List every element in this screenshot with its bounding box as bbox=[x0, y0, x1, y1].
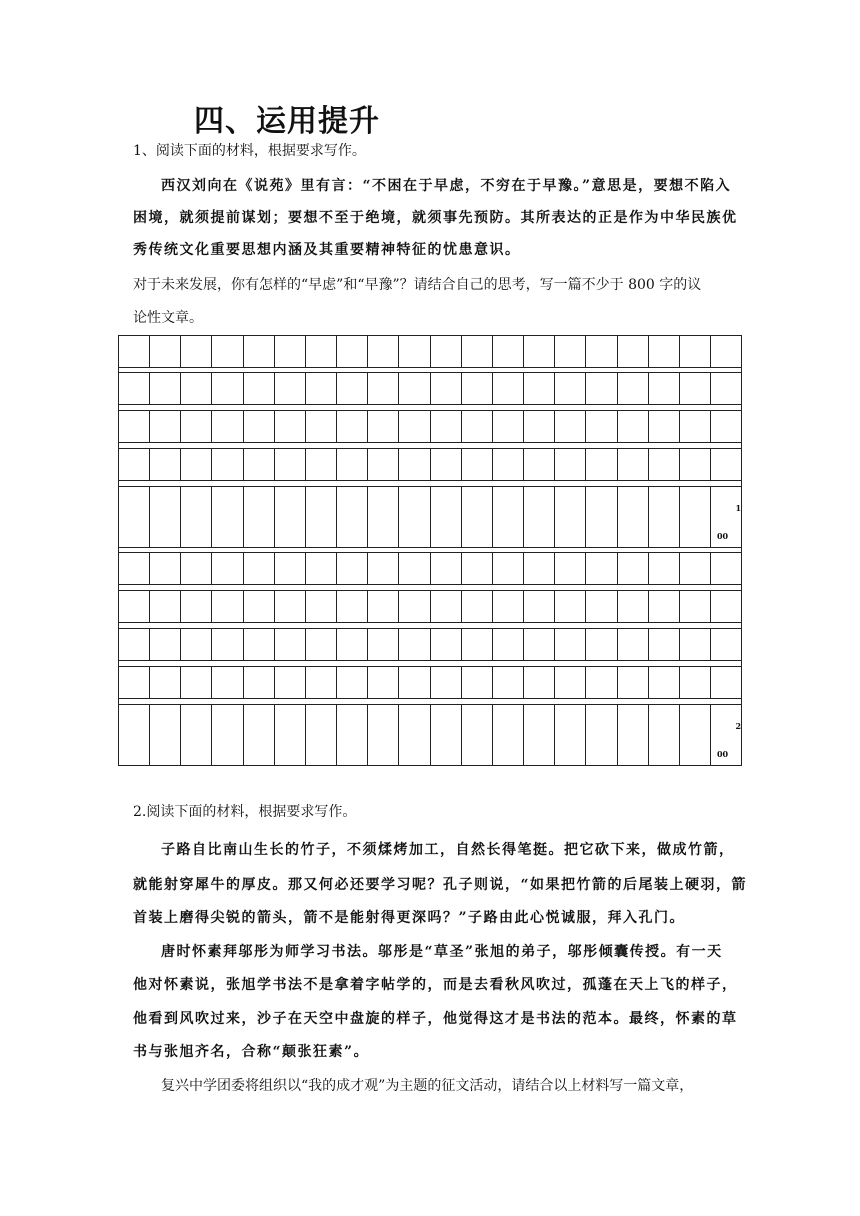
grid-cell[interactable] bbox=[368, 553, 399, 584]
grid-cell[interactable] bbox=[337, 667, 368, 698]
grid-cell[interactable] bbox=[618, 336, 649, 367]
grid-cell[interactable] bbox=[462, 667, 493, 698]
grid-cell[interactable] bbox=[337, 553, 368, 584]
word-count-marker-top: 1 bbox=[735, 503, 742, 513]
grid-cell[interactable] bbox=[275, 667, 306, 698]
grid-cell[interactable] bbox=[181, 705, 212, 765]
grid-cell[interactable] bbox=[680, 553, 711, 584]
grid-cell[interactable] bbox=[368, 667, 399, 698]
grid-cell[interactable] bbox=[586, 705, 617, 765]
grid-cell[interactable] bbox=[212, 553, 243, 584]
grid-cell[interactable] bbox=[493, 487, 524, 547]
grid-cell[interactable] bbox=[493, 667, 524, 698]
grid-cell[interactable] bbox=[181, 667, 212, 698]
q2-instruction: 2.阅读下面的材料，根据要求写作。 bbox=[133, 804, 357, 820]
grid-cell[interactable] bbox=[337, 411, 368, 442]
grid-cell[interactable] bbox=[555, 705, 586, 765]
grid-cell[interactable] bbox=[368, 705, 399, 765]
grid-cell[interactable] bbox=[586, 487, 617, 547]
grid-cell[interactable] bbox=[493, 373, 524, 404]
grid-cell[interactable] bbox=[337, 591, 368, 622]
grid-cell[interactable] bbox=[618, 629, 649, 660]
grid-cell[interactable] bbox=[680, 629, 711, 660]
grid-cell[interactable] bbox=[618, 591, 649, 622]
grid-cell[interactable] bbox=[431, 411, 462, 442]
grid-cell[interactable] bbox=[680, 336, 711, 367]
grid-cell[interactable] bbox=[306, 373, 337, 404]
grid-cell[interactable] bbox=[462, 591, 493, 622]
grid-cell[interactable] bbox=[150, 629, 181, 660]
grid-cell[interactable] bbox=[493, 591, 524, 622]
grid-cell[interactable] bbox=[680, 411, 711, 442]
grid-cell[interactable] bbox=[618, 667, 649, 698]
grid-cell[interactable] bbox=[399, 705, 430, 765]
writing-grid bbox=[118, 335, 742, 765]
grid-cell[interactable] bbox=[275, 336, 306, 367]
grid-cell[interactable] bbox=[555, 591, 586, 622]
grid-cell[interactable] bbox=[649, 449, 680, 480]
grid-cell[interactable] bbox=[524, 667, 555, 698]
grid-cell[interactable] bbox=[119, 591, 150, 622]
grid-cell[interactable] bbox=[399, 449, 430, 480]
grid-cell[interactable] bbox=[431, 487, 462, 547]
q2-material-line: 他对怀素说，张旭学书法不是拿着字帖学的，而是去看秋风吹过，孤蓬在天上飞的样子， bbox=[133, 977, 738, 993]
grid-cell[interactable] bbox=[306, 667, 337, 698]
grid-cell[interactable] bbox=[150, 705, 181, 765]
q2-task-line: 复兴中学团委将组织以“我的成才观”为主题的征文活动，请结合以上材料写一篇文章， bbox=[161, 1078, 694, 1094]
grid-cell[interactable] bbox=[150, 373, 181, 404]
grid-cell[interactable] bbox=[618, 705, 649, 765]
grid-cell[interactable] bbox=[524, 591, 555, 622]
grid-cell[interactable] bbox=[306, 629, 337, 660]
grid-cell[interactable] bbox=[306, 553, 337, 584]
grid-cell[interactable] bbox=[181, 591, 212, 622]
grid-cell[interactable] bbox=[555, 411, 586, 442]
grid-cell[interactable] bbox=[618, 487, 649, 547]
grid-cell[interactable] bbox=[244, 336, 275, 367]
grid-cell[interactable] bbox=[181, 373, 212, 404]
grid-cell[interactable] bbox=[337, 449, 368, 480]
grid-cell[interactable] bbox=[524, 411, 555, 442]
grid-cell[interactable] bbox=[212, 591, 243, 622]
grid-cell[interactable] bbox=[649, 705, 680, 765]
grid-cell[interactable] bbox=[368, 336, 399, 367]
q2-material-line: 唐时怀素拜邬彤为师学习书法。邬彤是“草圣”张旭的弟子，邬彤倾囊传授。有一天 bbox=[161, 944, 723, 960]
word-count-marker-bottom: 00 bbox=[716, 749, 729, 759]
grid-cell[interactable] bbox=[493, 449, 524, 480]
grid-cell[interactable] bbox=[275, 487, 306, 547]
grid-cell[interactable] bbox=[586, 373, 617, 404]
grid-cell[interactable] bbox=[680, 705, 711, 765]
grid-cell[interactable] bbox=[524, 487, 555, 547]
grid-cell[interactable] bbox=[618, 449, 649, 480]
grid-cell[interactable] bbox=[586, 667, 617, 698]
grid-cell[interactable] bbox=[680, 591, 711, 622]
grid-row[interactable] bbox=[118, 486, 742, 548]
grid-cell[interactable] bbox=[368, 373, 399, 404]
grid-cell[interactable] bbox=[524, 373, 555, 404]
grid-cell[interactable] bbox=[462, 449, 493, 480]
grid-row[interactable] bbox=[118, 704, 742, 766]
grid-cell[interactable] bbox=[493, 705, 524, 765]
grid-cell[interactable] bbox=[555, 373, 586, 404]
grid-cell[interactable] bbox=[399, 591, 430, 622]
grid-cell[interactable] bbox=[711, 591, 741, 622]
grid-cell[interactable] bbox=[462, 336, 493, 367]
grid-cell[interactable] bbox=[119, 487, 150, 547]
grid-cell[interactable] bbox=[711, 411, 741, 442]
grid-cell[interactable] bbox=[649, 629, 680, 660]
q1-material-line: 秀传统文化重要思想内涵及其重要精神特征的忧患意识。 bbox=[133, 242, 521, 258]
grid-cell[interactable] bbox=[711, 487, 741, 547]
grid-cell[interactable] bbox=[524, 629, 555, 660]
grid-cell[interactable] bbox=[586, 629, 617, 660]
grid-cell[interactable] bbox=[618, 411, 649, 442]
grid-cell[interactable] bbox=[368, 629, 399, 660]
grid-row[interactable] bbox=[118, 410, 742, 443]
grid-cell[interactable] bbox=[462, 487, 493, 547]
grid-cell[interactable] bbox=[181, 487, 212, 547]
grid-cell[interactable] bbox=[649, 411, 680, 442]
grid-cell[interactable] bbox=[524, 553, 555, 584]
grid-cell[interactable] bbox=[368, 591, 399, 622]
grid-cell[interactable] bbox=[711, 705, 741, 765]
grid-cell[interactable] bbox=[431, 553, 462, 584]
grid-cell[interactable] bbox=[150, 667, 181, 698]
grid-cell[interactable] bbox=[586, 411, 617, 442]
grid-cell[interactable] bbox=[431, 336, 462, 367]
grid-cell[interactable] bbox=[711, 449, 741, 480]
grid-cell[interactable] bbox=[493, 411, 524, 442]
grid-cell[interactable] bbox=[711, 373, 741, 404]
grid-cell[interactable] bbox=[649, 667, 680, 698]
grid-cell[interactable] bbox=[711, 336, 741, 367]
grid-cell[interactable] bbox=[119, 629, 150, 660]
grid-cell[interactable] bbox=[306, 449, 337, 480]
grid-cell[interactable] bbox=[586, 449, 617, 480]
grid-cell[interactable] bbox=[649, 336, 680, 367]
grid-cell[interactable] bbox=[680, 487, 711, 547]
grid-cell[interactable] bbox=[586, 591, 617, 622]
grid-cell[interactable] bbox=[555, 449, 586, 480]
grid-cell[interactable] bbox=[275, 553, 306, 584]
grid-cell[interactable] bbox=[275, 373, 306, 404]
grid-cell[interactable] bbox=[244, 629, 275, 660]
grid-cell[interactable] bbox=[711, 629, 741, 660]
grid-cell[interactable] bbox=[337, 336, 368, 367]
grid-cell[interactable] bbox=[306, 705, 337, 765]
grid-cell[interactable] bbox=[399, 336, 430, 367]
q1-task-line: 对于未来发展，你有怎样的“早虑”和“早豫”？请结合自己的思考，写一篇不少于 800 字的议 bbox=[133, 277, 702, 293]
q2-material-line: 首装上磨得尖锐的箭头，箭不是能射得更深吗？”子路由此心悦诚服，拜入孔门。 bbox=[133, 910, 686, 926]
grid-cell[interactable] bbox=[244, 591, 275, 622]
grid-cell[interactable] bbox=[181, 449, 212, 480]
grid-row[interactable] bbox=[118, 666, 742, 699]
grid-cell[interactable] bbox=[680, 667, 711, 698]
grid-cell[interactable] bbox=[711, 553, 741, 584]
grid-cell[interactable] bbox=[181, 629, 212, 660]
grid-row[interactable] bbox=[118, 372, 742, 405]
grid-cell[interactable] bbox=[649, 373, 680, 404]
grid-cell[interactable] bbox=[212, 487, 243, 547]
grid-row[interactable] bbox=[118, 335, 742, 368]
grid-cell[interactable] bbox=[399, 667, 430, 698]
grid-cell[interactable] bbox=[399, 411, 430, 442]
grid-cell[interactable] bbox=[399, 553, 430, 584]
grid-cell[interactable] bbox=[119, 336, 150, 367]
grid-cell[interactable] bbox=[119, 411, 150, 442]
grid-cell[interactable] bbox=[431, 667, 462, 698]
grid-cell[interactable] bbox=[555, 629, 586, 660]
grid-cell[interactable] bbox=[244, 667, 275, 698]
grid-cell[interactable] bbox=[275, 705, 306, 765]
grid-cell[interactable] bbox=[680, 373, 711, 404]
grid-cell[interactable] bbox=[524, 336, 555, 367]
grid-cell[interactable] bbox=[431, 591, 462, 622]
q1-task-line: 论性文章。 bbox=[133, 310, 203, 326]
grid-cell[interactable] bbox=[275, 411, 306, 442]
grid-cell[interactable] bbox=[150, 487, 181, 547]
grid-row[interactable] bbox=[118, 628, 742, 661]
grid-cell[interactable] bbox=[462, 411, 493, 442]
q1-material-line: 西汉刘向在《说苑》里有言：“不困在于早虑，不穷在于早豫。”意思是，要想不陷入 bbox=[161, 178, 732, 194]
grid-cell[interactable] bbox=[462, 705, 493, 765]
grid-cell[interactable] bbox=[555, 667, 586, 698]
grid-cell[interactable] bbox=[119, 449, 150, 480]
grid-cell[interactable] bbox=[524, 449, 555, 480]
grid-cell[interactable] bbox=[212, 411, 243, 442]
grid-cell[interactable] bbox=[337, 629, 368, 660]
grid-cell[interactable] bbox=[306, 591, 337, 622]
q2-material-line: 就能射穿犀牛的厚皮。那又何必还要学习呢？孔子则说，“如果把竹箭的后尾装上硬羽，箭 bbox=[133, 877, 748, 893]
grid-cell[interactable] bbox=[212, 705, 243, 765]
grid-cell[interactable] bbox=[275, 591, 306, 622]
grid-cell[interactable] bbox=[150, 553, 181, 584]
grid-cell[interactable] bbox=[462, 629, 493, 660]
grid-cell[interactable] bbox=[586, 553, 617, 584]
grid-cell[interactable] bbox=[368, 411, 399, 442]
grid-cell[interactable] bbox=[119, 373, 150, 404]
grid-cell[interactable] bbox=[150, 411, 181, 442]
grid-cell[interactable] bbox=[150, 336, 181, 367]
grid-cell[interactable] bbox=[212, 373, 243, 404]
grid-cell[interactable] bbox=[368, 487, 399, 547]
grid-cell[interactable] bbox=[680, 449, 711, 480]
grid-cell[interactable] bbox=[337, 373, 368, 404]
grid-cell[interactable] bbox=[244, 373, 275, 404]
q2-material-line: 书与张旭齐名，合称“颠张狂素”。 bbox=[133, 1044, 370, 1060]
grid-cell[interactable] bbox=[493, 336, 524, 367]
grid-cell[interactable] bbox=[150, 591, 181, 622]
grid-cell[interactable] bbox=[244, 411, 275, 442]
grid-cell[interactable] bbox=[244, 487, 275, 547]
grid-cell[interactable] bbox=[649, 553, 680, 584]
grid-cell[interactable] bbox=[368, 449, 399, 480]
grid-cell[interactable] bbox=[618, 373, 649, 404]
grid-cell[interactable] bbox=[306, 336, 337, 367]
grid-cell[interactable] bbox=[555, 336, 586, 367]
grid-cell[interactable] bbox=[119, 553, 150, 584]
grid-row[interactable] bbox=[118, 590, 742, 623]
grid-cell[interactable] bbox=[555, 487, 586, 547]
grid-cell[interactable] bbox=[711, 667, 741, 698]
grid-cell[interactable] bbox=[275, 629, 306, 660]
word-count-marker-bottom: 00 bbox=[716, 531, 729, 541]
grid-cell[interactable] bbox=[244, 705, 275, 765]
grid-cell[interactable] bbox=[150, 449, 181, 480]
q2-material-line: 他看到风吹过来，沙子在天空中盘旋的样子，他觉得这才是书法的范本。最终，怀素的草 bbox=[133, 1011, 738, 1027]
grid-cell[interactable] bbox=[119, 705, 150, 765]
grid-cell[interactable] bbox=[306, 411, 337, 442]
grid-cell[interactable] bbox=[431, 449, 462, 480]
grid-cell[interactable] bbox=[181, 553, 212, 584]
q1-material-line: 困境，就须提前谋划；要想不至于绝境，就须事先预防。其所表达的正是作为中华民族优 bbox=[133, 210, 738, 226]
grid-cell[interactable] bbox=[212, 629, 243, 660]
grid-cell[interactable] bbox=[462, 553, 493, 584]
grid-cell[interactable] bbox=[181, 336, 212, 367]
grid-cell[interactable] bbox=[493, 629, 524, 660]
grid-cell[interactable] bbox=[337, 705, 368, 765]
grid-cell[interactable] bbox=[618, 553, 649, 584]
grid-cell[interactable] bbox=[306, 487, 337, 547]
q1-instruction: 1、阅读下面的材料，根据要求写作。 bbox=[133, 143, 366, 159]
grid-cell[interactable] bbox=[555, 553, 586, 584]
grid-cell[interactable] bbox=[275, 449, 306, 480]
section-title: 四、运用提升 bbox=[194, 104, 380, 139]
grid-cell[interactable] bbox=[181, 411, 212, 442]
grid-cell[interactable] bbox=[244, 553, 275, 584]
grid-cell[interactable] bbox=[399, 629, 430, 660]
grid-cell[interactable] bbox=[462, 373, 493, 404]
grid-cell[interactable] bbox=[493, 553, 524, 584]
grid-cell[interactable] bbox=[337, 487, 368, 547]
grid-row[interactable] bbox=[118, 448, 742, 481]
grid-cell[interactable] bbox=[212, 449, 243, 480]
grid-row[interactable] bbox=[118, 552, 742, 585]
word-count-marker-top: 2 bbox=[735, 721, 742, 731]
grid-cell[interactable] bbox=[431, 629, 462, 660]
grid-cell[interactable] bbox=[212, 667, 243, 698]
grid-cell[interactable] bbox=[649, 591, 680, 622]
grid-cell[interactable] bbox=[399, 373, 430, 404]
grid-cell[interactable] bbox=[431, 373, 462, 404]
grid-cell[interactable] bbox=[119, 667, 150, 698]
grid-cell[interactable] bbox=[586, 336, 617, 367]
grid-cell[interactable] bbox=[399, 487, 430, 547]
grid-cell[interactable] bbox=[431, 705, 462, 765]
grid-cell[interactable] bbox=[244, 449, 275, 480]
q2-material-line: 子路自比南山生长的竹子，不须煣烤加工，自然长得笔挺。把它砍下来，做成竹箭， bbox=[161, 842, 735, 858]
grid-cell[interactable] bbox=[212, 336, 243, 367]
grid-cell[interactable] bbox=[649, 487, 680, 547]
grid-cell[interactable] bbox=[524, 705, 555, 765]
